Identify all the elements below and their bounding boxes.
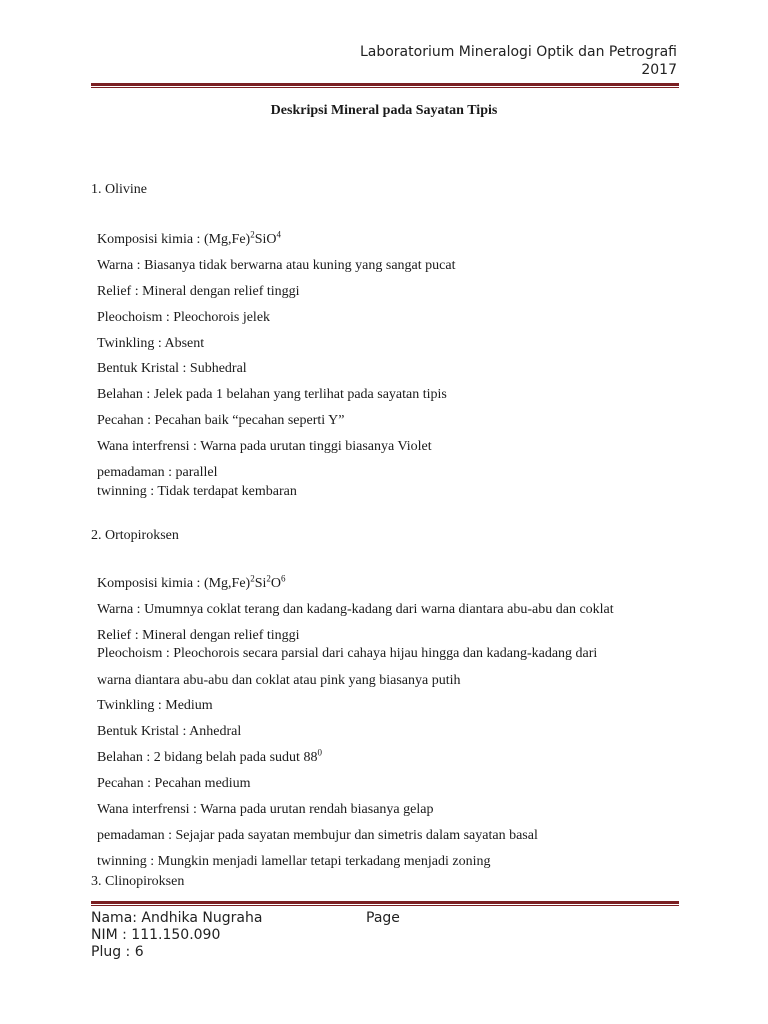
footer-rule: [91, 901, 679, 906]
ortopiroksen-komposisi: Komposisi kimia : $(Mg,Fe)^2Si^2O^6$: [97, 573, 286, 591]
ortopiroksen-warna: Warna : Umumnya coklat terang dan kadang-kadang dari warna diantara abu-abu dan coklat: [97, 602, 614, 617]
ortopiroksen-belahan: Belahan : 2 bidang belah pada sudut $88^0$: [97, 747, 322, 765]
header-lab-name: Laboratorium Mineralogi Optik dan Petrografi: [359, 44, 677, 60]
ortopiroksen-pemadaman: pemadaman : Sejajar pada sayatan membujur dan simetris dalam sayatan basal: [97, 828, 538, 843]
ortopiroksen-twinning: twinning : Mungkin menjadi lamellar tetapi terkadang menjadi zoning: [97, 854, 491, 869]
ortopiroksen-relief: Relief : Mineral dengan relief tinggi: [97, 628, 300, 643]
olivine-relief: Relief : Mineral dengan relief tinggi: [97, 284, 300, 299]
footer-nim: NIM : 111.150.090: [91, 927, 221, 943]
document-title: Deskripsi Mineral pada Sayatan Tipis: [270, 103, 498, 118]
section-heading-olivine: 1. Olivine: [91, 182, 147, 197]
ortopiroksen-pleochoism-2: warna diantara abu-abu dan coklat atau pink yang biasanya putih: [97, 673, 461, 688]
olivine-pemadaman: pemadaman : parallel: [97, 465, 218, 480]
header-rule: [91, 83, 679, 88]
ortopiroksen-interfrensi: Wana interfrensi : Warna pada urutan rendah biasanya gelap: [97, 802, 434, 817]
footer-nama: Nama: Andhika Nugraha: [91, 910, 263, 926]
olivine-pecahan: Pecahan : Pecahan baik “pecahan seperti Y”: [97, 413, 345, 428]
olivine-belahan: Belahan : Jelek pada 1 belahan yang terlihat pada sayatan tipis: [97, 387, 447, 402]
footer-page-label: Page: [366, 910, 400, 926]
section-heading-clinopiroksen: 3. Clinopiroksen: [91, 874, 185, 889]
ortopiroksen-pecahan: Pecahan : Pecahan medium: [97, 776, 251, 791]
olivine-twinkling: Twinkling : Absent: [97, 336, 205, 351]
section-heading-ortopiroksen: 2. Ortopiroksen: [91, 528, 179, 543]
ortopiroksen-pleochoism-1: Pleochoism : Pleochorois secara parsial dari cahaya hijau hingga dan kadang-kadang dari: [97, 646, 598, 661]
ortopiroksen-twinkling: Twinkling : Medium: [97, 698, 213, 713]
olivine-interfrensi: Wana interfrensi : Warna pada urutan tinggi biasanya Violet: [97, 439, 432, 454]
olivine-bentuk: Bentuk Kristal : Subhedral: [97, 361, 247, 376]
ortopiroksen-bentuk: Bentuk Kristal : Anhedral: [97, 724, 242, 739]
olivine-komposisi: Komposisi kimia : $(Mg,Fe)^2SiO^4$: [97, 229, 282, 247]
olivine-pleochoism: Pleochoism : Pleochorois jelek: [97, 310, 271, 325]
olivine-twinning: twinning : Tidak terdapat kembaran: [97, 484, 297, 499]
header-year: 2017: [641, 62, 677, 78]
olivine-warna: Warna : Biasanya tidak berwarna atau kuning yang sangat pucat: [97, 258, 456, 273]
footer-plug: Plug : 6: [91, 944, 144, 960]
